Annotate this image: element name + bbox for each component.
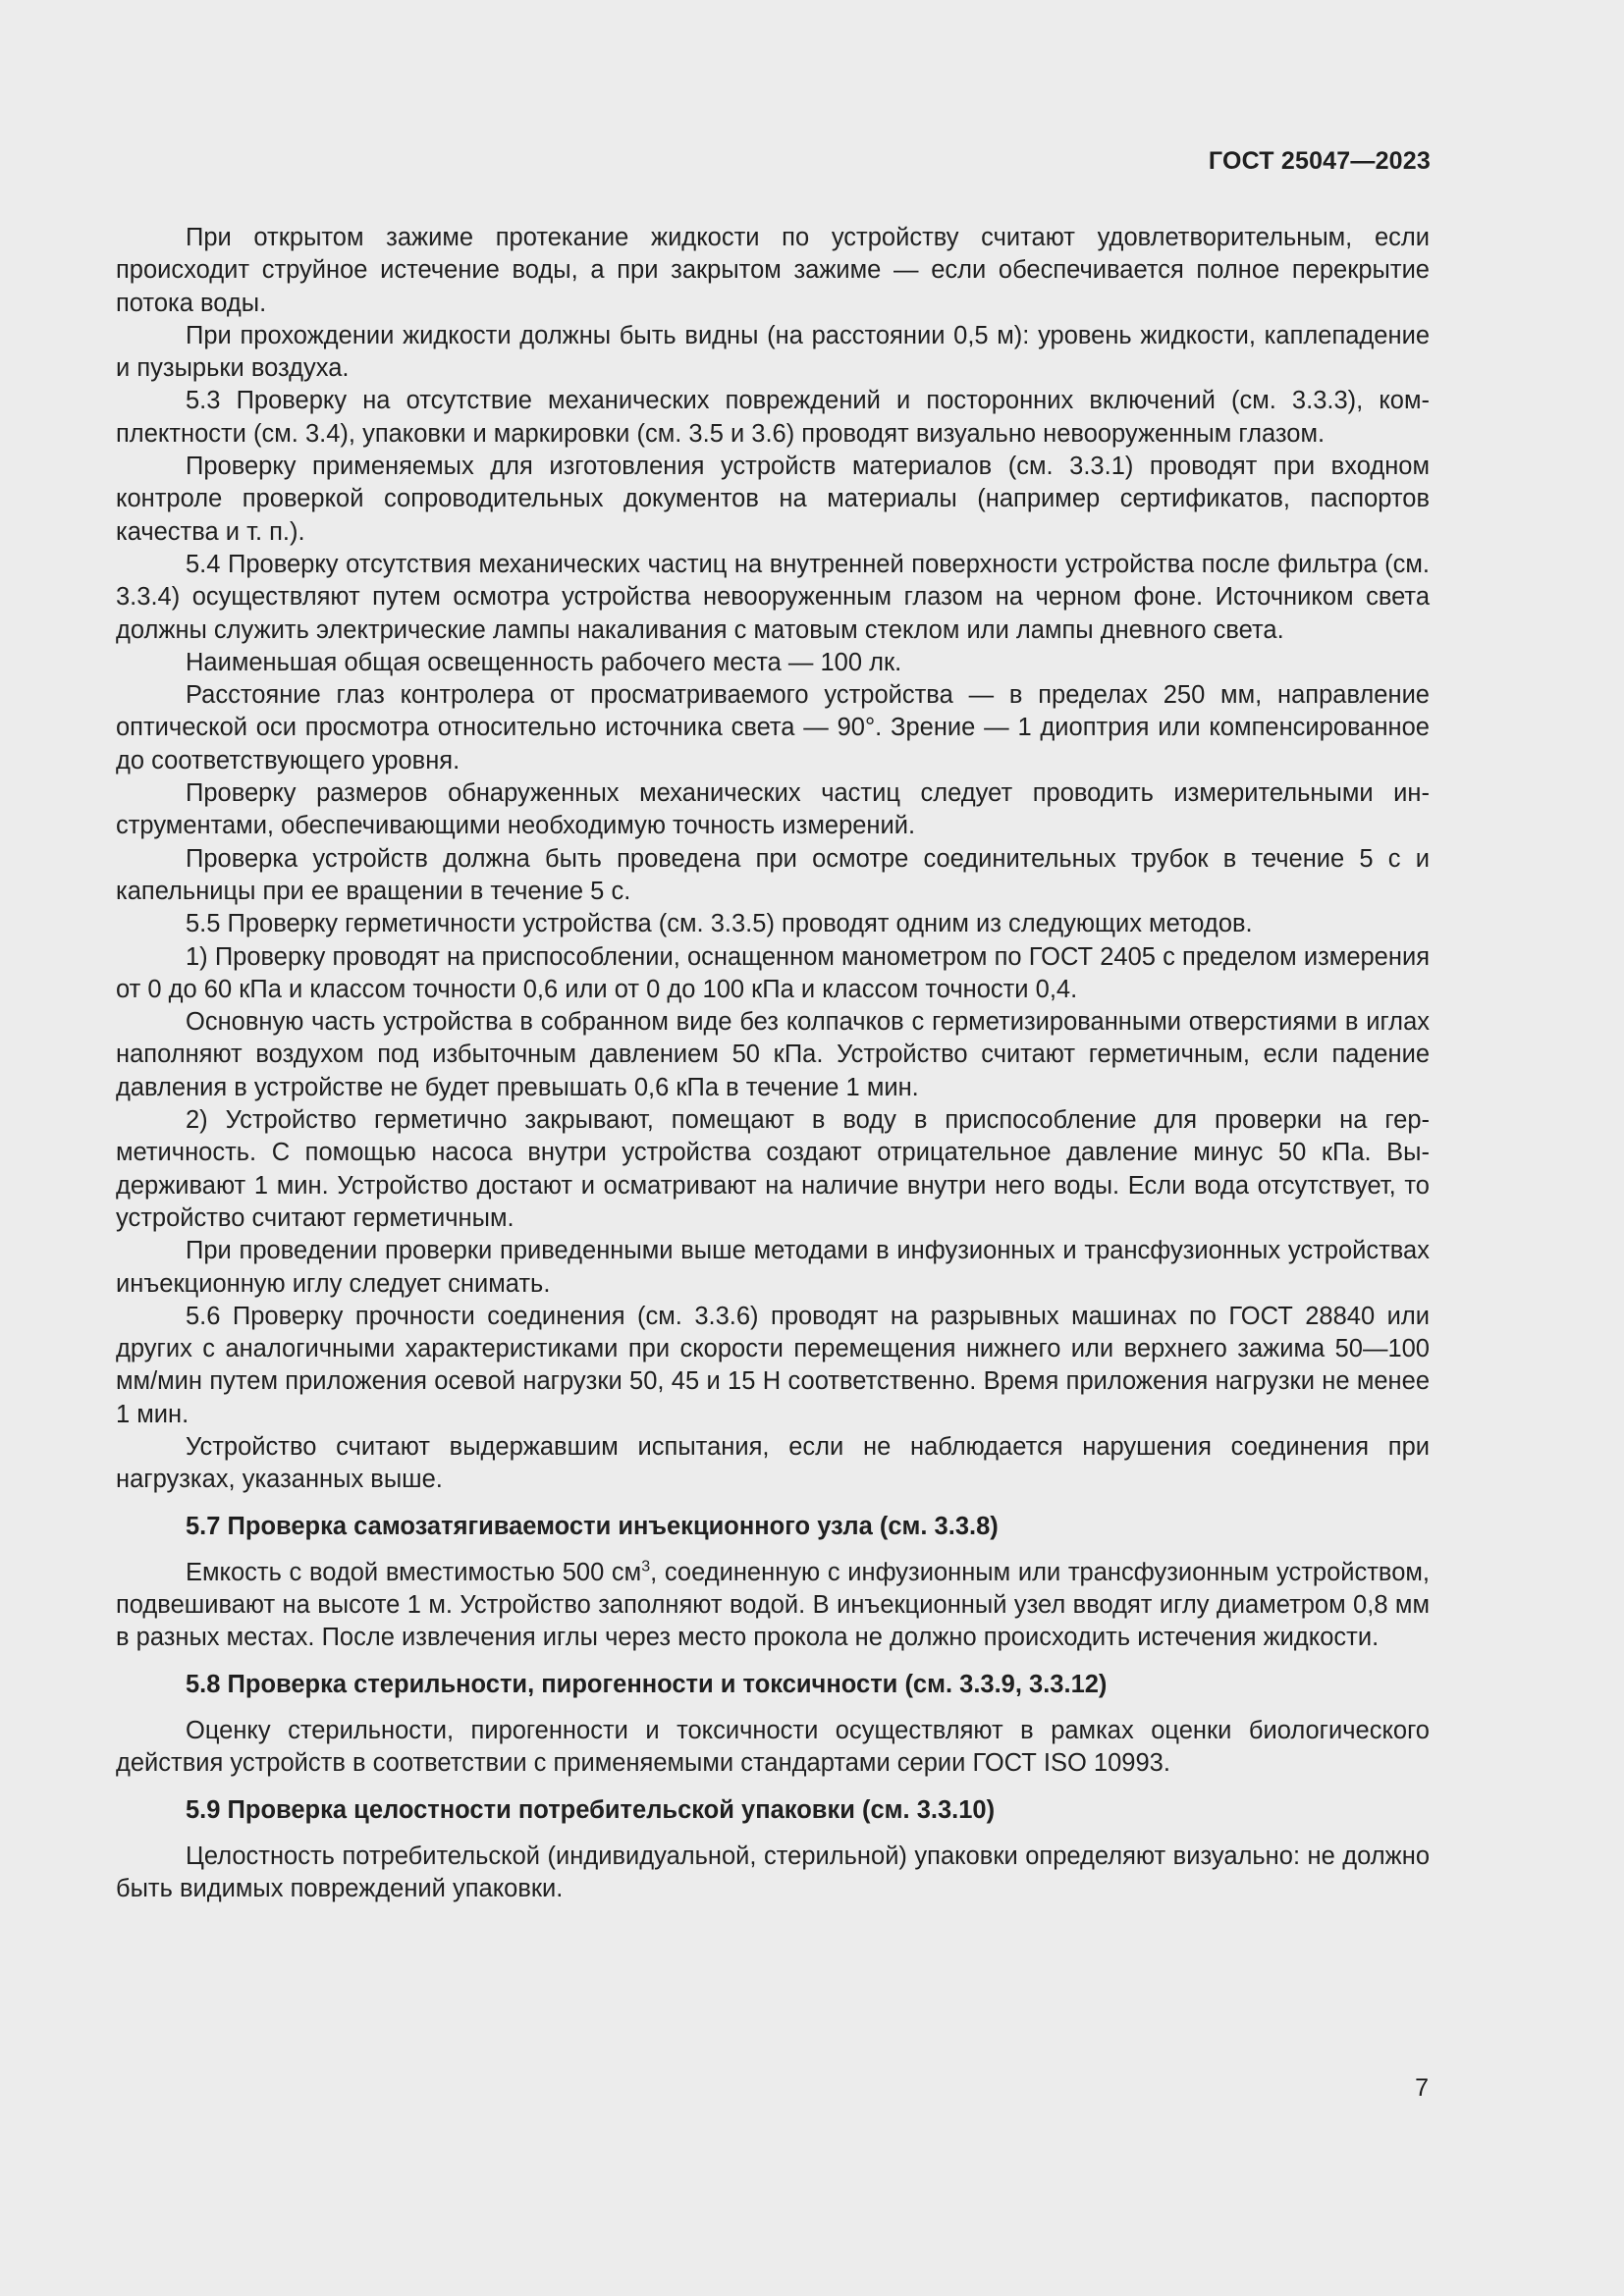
- section-heading-5-8: 5.8 Проверка стерильности, пирогенности и токсичности (см. 3.3.9, 3.3.12): [186, 1670, 1108, 1698]
- paragraph-5-8: Оценку стерильности, пирогенности и токсичности осуществляют в рамках оценки биологического действия устройств в соответствии с применяемыми стандартами серии ГОСТ ISO 10993.: [116, 1717, 1430, 1778]
- document-body: [116, 222, 1430, 1906]
- page-number: 7: [1415, 2074, 1429, 2102]
- text-segment: , соединенную с инфузионным или трансфузионным устройством, подвешивают на высоте 1 м. Устройство заполняют водой. В инъекционный узел вводят иглу диаметром 0,8 мм в разных местах. После извлечения иглы через место прокола не должно происходить истечения жидкости.: [116, 1558, 1430, 1652]
- paragraph: Проверку применяемых для изготовления устройств материалов (см. 3.3.1) проводят при входном контроле проверкой сопроводительных документов на материалы (например сертификатов, паспортов качества и т. п.).: [116, 453, 1430, 546]
- paragraph: 1) Проверку проводят на приспособлении, оснащенном манометром по ГОСТ 2405 с пределом измерения от 0 до 60 кПа и классом точности 0,6 или от 0 до 100 кПа и классом точности 0,4.: [116, 942, 1430, 1003]
- paragraph-5-9: Целостность потребительской (индивидуальной, стерильной) упаковки определяют визуально: не должно быть видимых повреждений упаковки.: [116, 1842, 1430, 1903]
- paragraph: При прохождении жидкости должны быть видны (на расстоянии 0,5 м): уровень жидкости, каплепадение и пузырьки воздуха.: [116, 321, 1430, 383]
- paragraph: При проведении проверки приведенными выше методами в инфузионных и трансфузионных устройствах инъекционную иглу следует снимать.: [116, 1237, 1430, 1298]
- paragraph: При открытом зажиме протекание жидкости по устройству считают удовлетворительным, если происходит струйное истечение воды, а при закрытом зажиме — если обеспечивается полное перекрытие потока воды.: [116, 224, 1430, 317]
- paragraph: 5.6 Проверку прочности соединения (см. 3.3.6) проводят на разрывных машинах по ГОСТ 28840 или других с аналогичными характеристиками при скорости перемещения нижнего или верхнего зажима 50—100 мм/мин путем приложения осевой нагрузки 50, 45 и 15 Н соответственно. Время приложения нагрузки не менее 1 мин.: [116, 1302, 1430, 1428]
- paragraph: Проверку размеров обнаруженных механических частиц следует проводить измерительными инструментами, обеспечивающими необходимую точность измерений.: [116, 779, 1430, 840]
- paragraph: 5.4 Проверку отсутствия механических частиц на внутренней поверхности устройства после фильтра (см. 3.3.4) осуществляют путем осмотра устройства невооруженным глазом на черном фоне. Источником света должны служить электрические лампы накаливания с матовым стеклом или лампы дневного света.: [116, 550, 1430, 644]
- paragraph: 5.5 Проверку герметичности устройства (см. 3.3.5) проводят одним из следующих методов.: [186, 910, 1253, 938]
- paragraph: Основную часть устройства в собранном виде без колпачков с герметизированными отверстиями в иглах наполняют воздухом под избыточным давлением 50 кПа. Устройство считают герметичным, если падение давления в устройстве не будет превышать 0,6 кПа в течение 1 мин.: [116, 1008, 1430, 1101]
- section-heading-5-9: 5.9 Проверка целостности потребительской упаковки (см. 3.3.10): [186, 1795, 996, 1824]
- paragraph: 2) Устройство герметично закрывают, помещают в воду в приспособление для проверки на герметичность. С помощью насоса внутри устройства создают отрицательное давление минус 50 кПа. Выдерживают 1 мин. Устройство достают и осматривают на наличие внутри него воды. Если вода отсутствует, то устройство считают герметичным.: [116, 1106, 1430, 1232]
- paragraph: Проверка устройств должна быть проведена при осмотре соединительных трубок в течение 5 с и капельницы при ее вращении в течение 5 с.: [116, 844, 1430, 905]
- section-heading-5-7: 5.7 Проверка самозатягиваемости инъекционного узла (см. 3.3.8): [186, 1512, 999, 1540]
- superscript: 3: [641, 1558, 651, 1575]
- paragraph: 5.3 Проверку на отсутствие механических повреждений и посторонних включений (см. 3.3.3), комплектности (см. 3.4), упаковки и маркировки (см. 3.5 и 3.6) проводят визуально невооруженным глазом.: [116, 387, 1430, 448]
- paragraph-5-7: [116, 1557, 1430, 1655]
- text-segment: Емкость с водой вместимостью 500 см: [186, 1558, 642, 1586]
- paragraph: Наименьшая общая освещенность рабочего места — 100 лк.: [186, 648, 902, 676]
- document-id-header: ГОСТ 25047—2023: [1208, 147, 1431, 175]
- paragraph: Устройство считают выдержавшим испытания, если не наблюдается нарушения соединения при нагрузках, указанных выше.: [116, 1432, 1430, 1494]
- paragraph: Расстояние глаз контролера от просматриваемого устройства — в пределах 250 мм, направление оптической оси просмотра относительно источника света — 90°. Зрение — 1 диоптрия или компенсированное до соответствующего уровня.: [116, 681, 1430, 774]
